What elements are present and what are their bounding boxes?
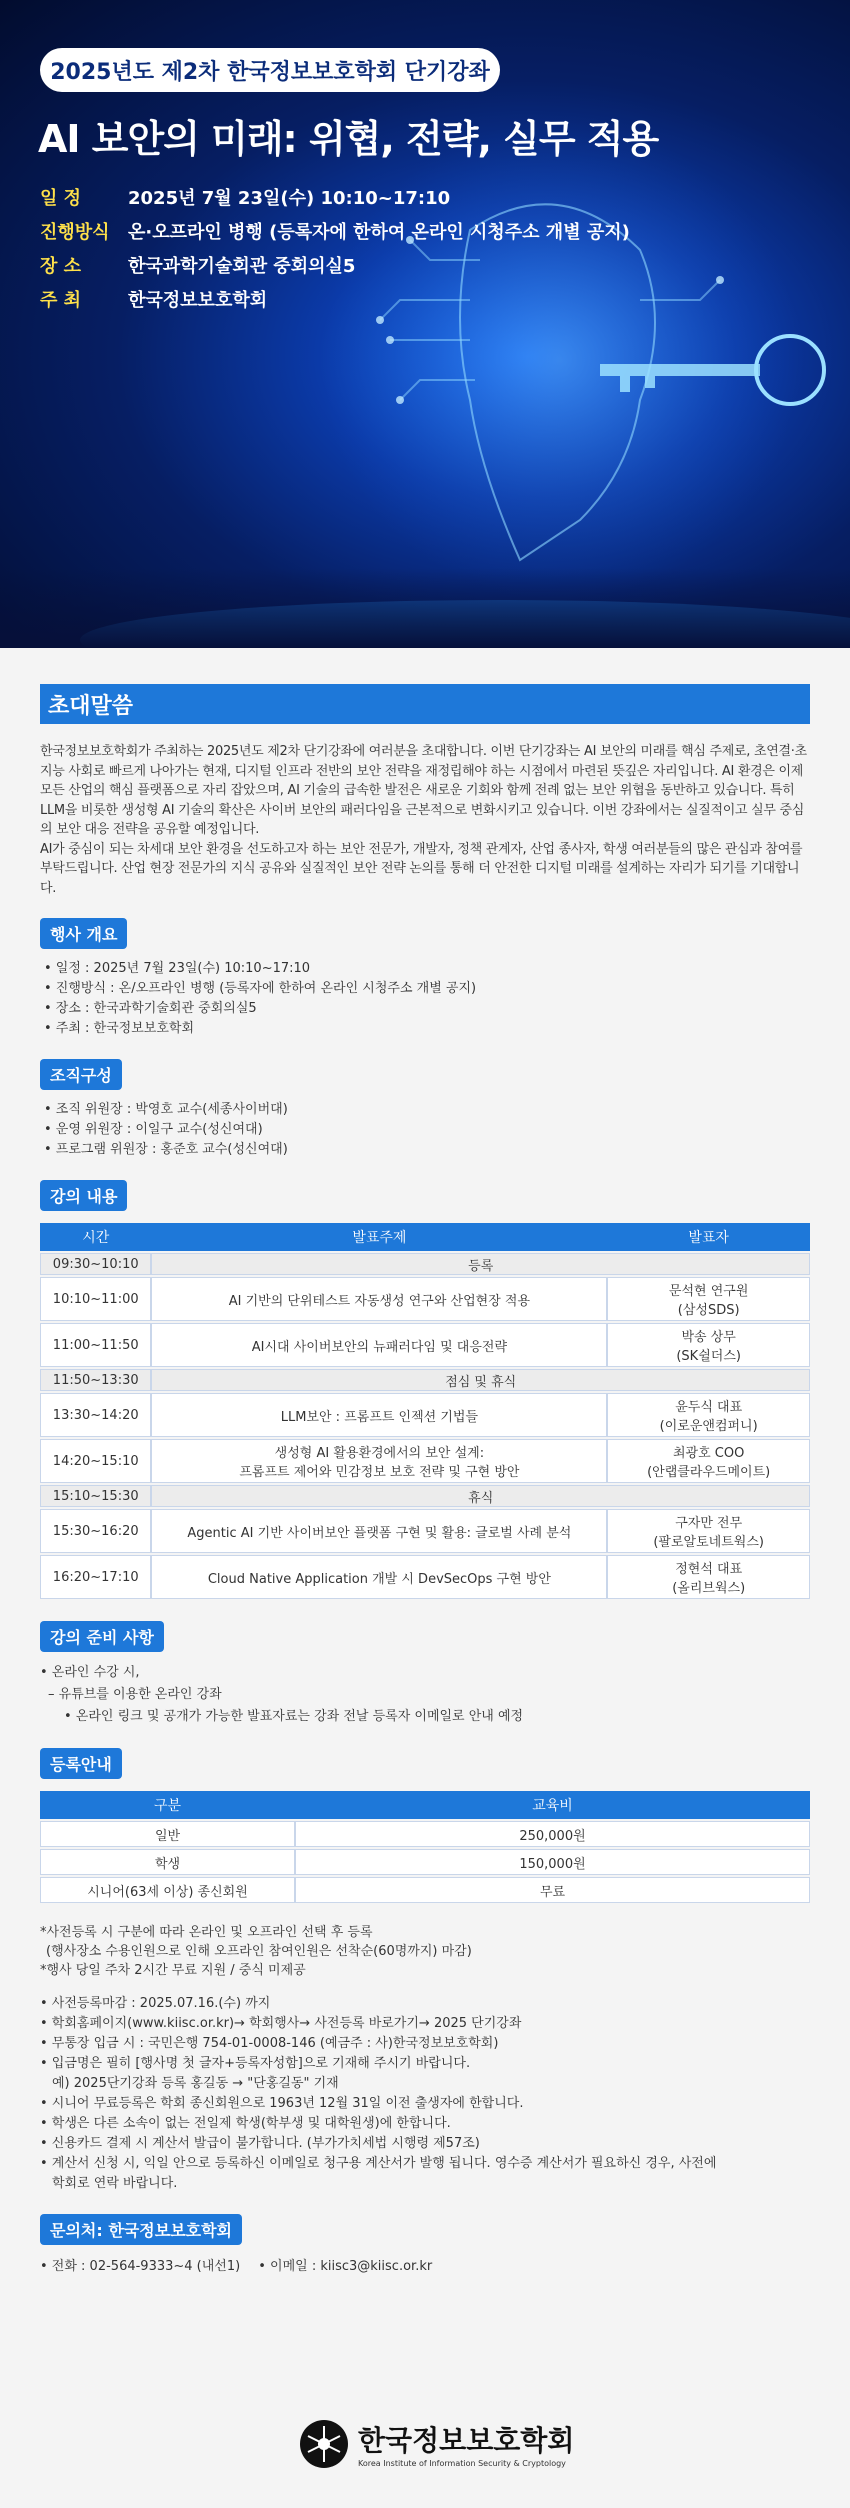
program-speaker: 윤두식 대표 (이로운앤컴퍼니) (607, 1393, 810, 1437)
fee-row (40, 1877, 810, 1903)
program-row (40, 1555, 810, 1599)
program-row (40, 1509, 810, 1553)
program-topic: Agentic AI 기반 사이버보안 플랫폼 구현 및 활용: 글로벌 사례 분석 (151, 1509, 607, 1553)
program-topic: AI 기반의 단위테스트 자동생성 연구와 산업현장 적용 (151, 1277, 607, 1321)
registration-tag: 등록안내 (40, 1748, 122, 1779)
program-topic: 생성형 AI 활용환경에서의 보안 설계: 프롬프트 제어와 민감정보 보호 전략 및 구현 방안 (151, 1439, 607, 1483)
list-item: • 조직 위원장 : 박영호 교수(세종사이버대) (44, 1102, 288, 1117)
list-item: • 주최 : 한국정보보호학회 (44, 1021, 195, 1036)
program-speaker: 문석현 연구원 (삼성SDS) (607, 1277, 810, 1321)
program-speaker: 박송 상무 (SK쉴더스) (607, 1323, 810, 1367)
program-speaker: 최광호 COO (안랩클라우드메이트) (607, 1439, 810, 1483)
program-row (40, 1369, 810, 1391)
col-fee: 교육비 (295, 1791, 810, 1819)
fee-kind: 시니어(63세 이상) 종신회원 (40, 1877, 295, 1903)
fee-table (40, 1789, 810, 1905)
hero-key: 일 정 (40, 188, 82, 209)
program-topic: Cloud Native Application 개발 시 DevSecOps 구현 방안 (151, 1555, 607, 1599)
program-row (40, 1253, 810, 1275)
program-row (40, 1393, 810, 1437)
program-time: 09:30~10:10 (40, 1253, 151, 1275)
invite-header: 초대말씀 (40, 684, 810, 724)
org-list (40, 1100, 810, 1160)
org-tag: 조직구성 (40, 1059, 122, 1090)
hero-value: 한국과학기술회관 중회의실5 (128, 256, 356, 277)
society-logo-icon (300, 2420, 348, 2468)
invite-text-1: 한국정보보호학회가 주최하는 2025년도 제2차 단기강좌에 여러분을 초대합니다. 이번 단기강좌는 AI 보안의 미래를 핵심 주제로, 초연결·초지능 사회로 빠르게 나아가는 현재, 디지털 인프라 전반의 보안 전략을 재정립해야 하는 시점에서 마련된 뜻깊은 자리입니다. AI 환경은 이제 모든 산업의 핵심 플랫폼으로 자리 잡았으며, AI 기술의 급속한 발전은 새로운 기회와 함께 전례 없는 보안 위협을 동반하고 있습니다. 특히 LLM을 비롯한 생성형 AI 기술의 확산은 사이버 보안의 패러다임을 근본적으로 변화시키고 있습니다. 이번 강좌에서는 실질적이고 실무 중심의 보안 대응 전략을 공유할 예정입니다. (40, 744, 807, 837)
hero-banner (0, 0, 850, 648)
col-time: 시간 (40, 1223, 151, 1251)
program-topic: AI시대 사이버보안의 뉴패러다임 및 대응전략 (151, 1323, 607, 1367)
fee-row (40, 1821, 810, 1847)
program-body (40, 1253, 810, 1599)
invite-text-2: AI가 중심이 되는 차세대 보안 환경을 선도하고자 하는 보안 전문가, 개발자, 정책 관계자, 산업 종사자, 학생 여러분들의 많은 관심과 참여를 부탁드립니다. 산업 현장 전문가의 지식 공유와 실질적인 보안 전략 논의를 통해 더 안전한 디지털 미래를 설계하는 자리가 되기를 기대합니다. (40, 841, 803, 896)
fee-amount: 150,000원 (295, 1849, 810, 1875)
program-time: 16:20~17:10 (40, 1555, 151, 1599)
note-line: (행사장소 수용인원으로 인해 오프라인 참여인원은 선착순(60명까지) 마감) (46, 1944, 472, 1959)
program-time: 14:20~15:10 (40, 1439, 151, 1483)
society-name-en: Korea Institute of Information Security & Cryptology (358, 2459, 566, 2468)
list-item: • 학생은 다른 소속이 없는 전일제 학생(학부생 및 대학원생)에 한합니다. (40, 2116, 451, 2131)
program-time: 15:30~16:20 (40, 1509, 151, 1553)
program-tag: 강의 내용 (40, 1180, 127, 1211)
contact-tag: 문의처: 한국정보보호학회 (40, 2214, 242, 2245)
event-series-pill: 2025년도 제2차 한국정보보호학회 단기강좌 (40, 48, 500, 92)
hero-value: 온·오프라인 병행 (등록자에 한하여 온라인 시청주소 개별 공지) (128, 222, 630, 243)
list-item: • 일정 : 2025년 7월 23일(수) 10:10~17:10 (44, 961, 311, 976)
registration-list (40, 1994, 810, 2194)
hero-ground (0, 568, 850, 648)
prep-line-3: • 온라인 링크 및 공개가 가능한 발표자료는 강좌 전날 등록자 이메일로 안내 예정 (64, 1709, 524, 1724)
col-topic: 발표주제 (151, 1223, 607, 1251)
prep-tag: 강의 준비 사항 (40, 1621, 164, 1652)
col-speaker: 발표자 (607, 1223, 810, 1251)
event-title: AI 보안의 미래: 위협, 전략, 실무 적용 (38, 117, 659, 161)
program-speaker: 정현석 대표 (올리브웍스) (607, 1555, 810, 1599)
program-row (40, 1277, 810, 1321)
program-break: 등록 (151, 1253, 810, 1275)
fee-amount: 무료 (295, 1877, 810, 1903)
registration-notes (40, 1923, 810, 1980)
program-time: 11:50~13:30 (40, 1369, 151, 1391)
list-item: • 학회홈페이지(www.kiisc.or.kr)→ 학회행사→ 사전등록 바로가기→ 2025 단기강좌 (40, 2016, 522, 2031)
program-time: 11:00~11:50 (40, 1323, 151, 1367)
hero-key: 장 소 (40, 256, 82, 277)
hero-key: 진행방식 (40, 222, 110, 243)
list-item: • 신용카드 결제 시 계산서 발급이 불가합니다. (부가가치세법 시행령 제57조) (40, 2136, 480, 2151)
program-time: 13:30~14:20 (40, 1393, 151, 1437)
society-name: 한국정보보호학회 (358, 2424, 575, 2457)
hero-row-host (40, 282, 630, 316)
contact-phone: • 전화 : 02-564-9333~4 (내선1) (40, 2259, 241, 2274)
invite-paragraph (40, 742, 810, 898)
hero-value: 2025년 7월 23일(수) 10:10~17:10 (128, 188, 451, 209)
note-line: *사전등록 시 구분에 따라 온라인 및 오프라인 선택 후 등록 (40, 1925, 373, 1940)
prep-list (40, 1662, 810, 1728)
fee-amount: 250,000원 (295, 1821, 810, 1847)
overview-tag: 행사 개요 (40, 918, 127, 949)
footer-logo (300, 2419, 574, 2468)
program-row (40, 1485, 810, 1507)
prep-line-2: – 유튜브를 이용한 온라인 강좌 (48, 1687, 222, 1702)
list-item: • 입금명은 필히 [행사명 첫 글자+등록자성함]으로 기재해 주시기 바랍니다. (40, 2056, 471, 2071)
program-time: 10:10~11:00 (40, 1277, 151, 1321)
prep-line-1: • 온라인 수강 시, (40, 1665, 140, 1680)
hero-row-place (40, 248, 630, 282)
program-break: 점심 및 휴식 (151, 1369, 810, 1391)
fee-row (40, 1849, 810, 1875)
content (0, 648, 850, 2508)
program-table (40, 1221, 810, 1601)
program-break: 휴식 (151, 1485, 810, 1507)
hero-illustration (0, 0, 850, 648)
overview-list (40, 959, 810, 1039)
fee-kind: 학생 (40, 1849, 295, 1875)
footer-text (358, 2419, 574, 2468)
contact-email[interactable]: • 이메일 : kiisc3@kiisc.or.kr (258, 2259, 433, 2274)
program-time: 15:10~15:30 (40, 1485, 151, 1507)
hero-row-method (40, 214, 630, 248)
list-item: • 시니어 무료등록은 학회 종신회원으로 1963년 12월 31일 이전 출생자에 한합니다. (40, 2096, 524, 2111)
program-row (40, 1323, 810, 1367)
hero-value: 한국정보보호학회 (128, 290, 268, 311)
program-topic: LLM보안 : 프롬프트 인젝션 기법들 (151, 1393, 607, 1437)
list-item: • 프로그램 위원장 : 홍준호 교수(성신여대) (44, 1142, 288, 1157)
list-item: 예) 2025단기강좌 등록 홍길동 → "단홍길동" 기재 (52, 2076, 339, 2091)
list-item: • 장소 : 한국과학기술회관 중회의실5 (44, 1001, 257, 1016)
hero-row-date (40, 180, 630, 214)
col-kind: 구분 (40, 1791, 295, 1819)
fee-kind: 일반 (40, 1821, 295, 1847)
hero-key: 주 최 (40, 290, 82, 311)
list-item: • 진행방식 : 온/오프라인 병행 (등록자에 한하여 온라인 시청주소 개별 공지) (44, 981, 477, 996)
list-item: • 무통장 입금 시 : 국민은행 754-01-0008-146 (예금주 : 사)한국정보보호학회) (40, 2036, 499, 2051)
list-item: • 사전등록마감 : 2025.07.16.(수) 까지 (40, 1996, 271, 2011)
contact-info (40, 2255, 810, 2274)
program-speaker: 구자만 전무 (팔로알토네트웍스) (607, 1509, 810, 1553)
program-row (40, 1439, 810, 1483)
list-item: 학회로 연락 바랍니다. (52, 2176, 178, 2191)
hero-info (40, 180, 630, 316)
list-item: • 계산서 신청 시, 익일 안으로 등록하신 이메일로 청구용 계산서가 발행 됩니다. 영수증 계산서가 필요하신 경우, 사전에 (40, 2156, 717, 2171)
list-item: • 운영 위원장 : 이일구 교수(성신여대) (44, 1122, 263, 1137)
note-line: *행사 당일 주차 2시간 무료 지원 / 중식 미제공 (40, 1963, 306, 1978)
